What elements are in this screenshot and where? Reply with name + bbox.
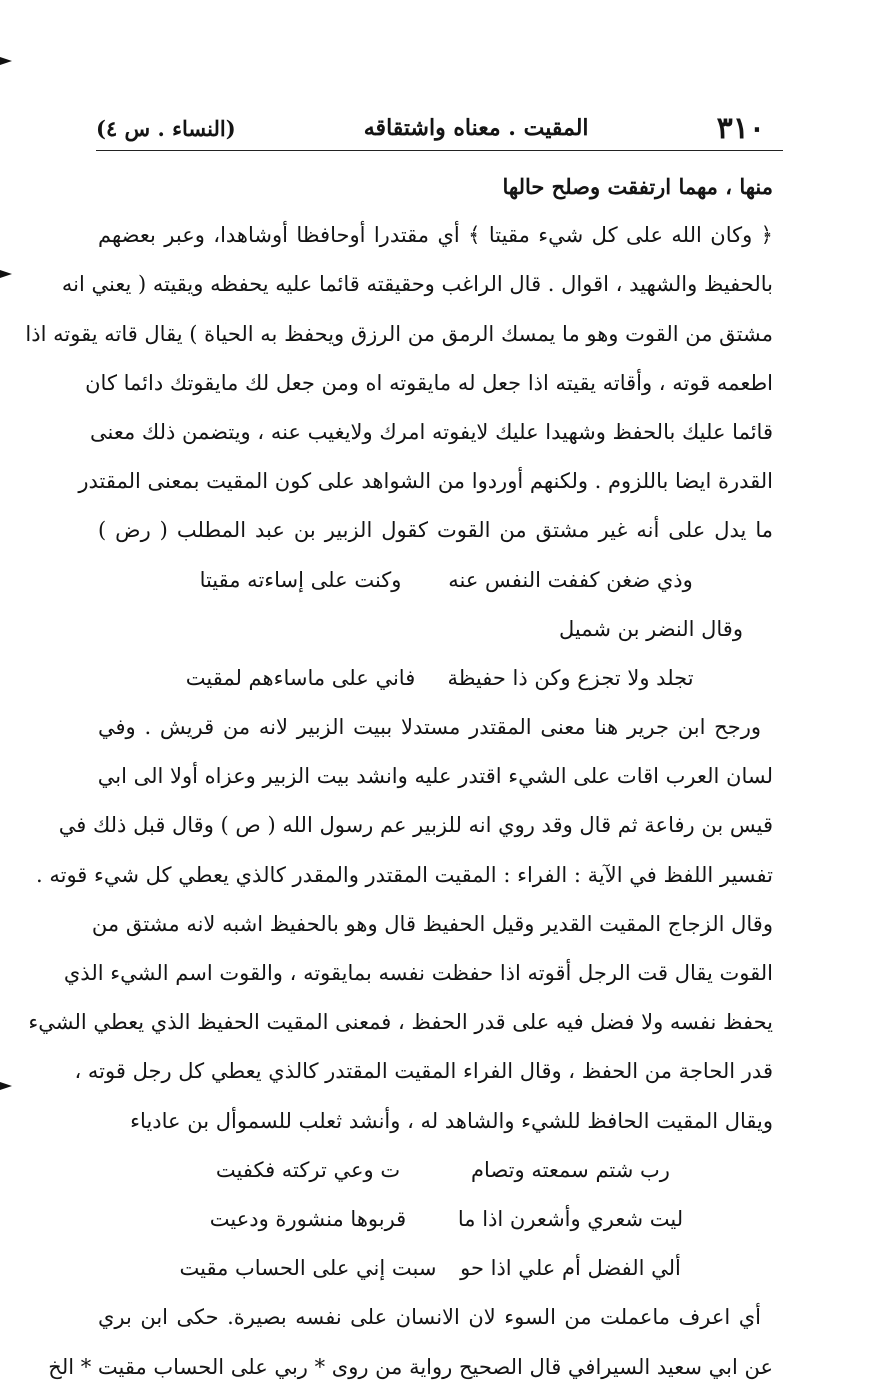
text-line: القوت يقال قت الرجل أقوته اذا حفظت نفسه بمايقوته ، والقوت اسم الشيء الذي	[63, 961, 773, 985]
text-line: القدرة ايضا باللزوم . ولكنهم أوردوا من الشواهد على كون المقيت بمعنى المقتدر	[78, 469, 773, 494]
text-line: وقال الزجاج المقيت القدير وقيل الحفيظ قال وهو بالحفيظ اشبه لانه مشتق من	[91, 911, 773, 936]
page-body	[25, 162, 773, 1392]
running-header	[96, 104, 765, 152]
page-number: ٣١٠	[716, 110, 765, 146]
verse-second-hemistich: ت وعي تركته فكفيت	[215, 1157, 401, 1182]
scan-margin-mark	[0, 1082, 12, 1090]
verse-first-hemistich: ليت شعري وأشعرن اذا ما	[457, 1206, 684, 1231]
running-title: المقيت . معناه واشتقاقه	[363, 115, 589, 141]
poem-verse	[98, 1244, 773, 1293]
text-line: ويقال المقيت الحافظ للشيء والشاهد له ، وأنشد ثعلب للسموأل بن عادياء	[130, 1108, 773, 1133]
text-line: ما يدل على أنه غير مشتق من القوت كقول الزبير بن عبد المطلب ( رض )	[98, 518, 773, 543]
verse-first-hemistich: رب شتم سمعته وتصام	[471, 1157, 670, 1182]
verse-first-hemistich: تجلد ولا تجزع وكن ذا حفيظة	[447, 665, 694, 690]
text-line: لسان العرب اقات على الشيء اقتدر عليه وانشد بيت الزبير وعزاه أولا الى ابي	[97, 764, 773, 789]
text-line: منها ، مهما ارتفقت وصلح حالها	[502, 174, 773, 199]
scan-margin-mark	[0, 57, 12, 65]
poem-verse	[98, 1195, 773, 1244]
text-line: ورجح ابن جرير هنا معنى المقتدر مستدلا ببيت الزبير لانه من قريش . وفي	[98, 715, 761, 740]
text-line: يحفظ نفسه ولا فضل فيه على قدر الحفظ ، فمعنى المقيت الحفيظ الذي يعطي الشيء	[28, 1010, 773, 1035]
verse-couplet	[98, 654, 773, 703]
text-line: تفسير اللفظ في الآية : الفراء : المقيت المقتدر والمقدر كالذي يعطي كل شيء قوته .	[35, 862, 773, 887]
header-rule	[96, 150, 783, 151]
text-line: اطعمه قوته ، وأقاته يقيته اذا جعل له مايقوته اه ومن جعل لك مايقوتك دائما كان	[85, 370, 773, 395]
verse-first-hemistich: ألي الفضل أم علي اذا حو	[460, 1256, 681, 1281]
verse-couplet	[98, 556, 773, 605]
text-line: قدر الحاجة من الحفظ ، وقال الفراء المقيت المقتدر كالذي يعطي كل رجل قوته ،	[74, 1059, 773, 1084]
text-line: بالحفيظ والشهيد ، اقوال . قال الراغب وحقيقته قائما عليه يحفظه ويقيته ( يعني انه	[61, 272, 773, 297]
text-line: وقال النضر بن شميل	[558, 616, 743, 641]
text-line: مشتق من القوت وهو ما يمسك الرمق من الرزق ويحفظ به الحياة ) يقال قاته يقوته اذا	[25, 321, 773, 346]
verse-second-hemistich: سبت إني على الحساب مقيت	[179, 1256, 437, 1281]
verse-second-hemistich: وكنت على إساءته مقيتا	[199, 567, 402, 592]
verse-first-hemistich: وذي ضغن كففت النفس عنه	[448, 567, 693, 592]
text-line: أي اعرف ماعملت من السوء لان الانسان على نفسه بصيرة. حكى ابن بري	[98, 1305, 761, 1330]
text-line: عن ابي سعيد السيرافي قال الصحيح رواية من روى * ربي على الحساب مقيت * الخ	[48, 1354, 773, 1379]
poem-verse	[98, 1146, 773, 1195]
text-line: ﴿ وكان الله على كل شيء مقيتا ﴾ أي مقتدرا أوحافظا أوشاهدا، وعبر بعضهم	[98, 223, 773, 248]
text-line: قائما عليك بالحفظ وشهيدا عليك لايفوته امرك ولايغيب عنه ، ويتضمن ذلك معنى	[90, 419, 773, 444]
verse-second-hemistich: قربوها منشورة ودعيت	[209, 1206, 407, 1231]
chapter-reference: (النساء . س ٤)	[96, 115, 236, 141]
text-line: قيس بن رفاعة ثم قال وقد روي انه للزبير عم رسول الله ( ص ) وقال قبل ذلك في	[58, 813, 773, 838]
scan-margin-mark	[0, 270, 12, 278]
verse-second-hemistich: فاني على ماساءهم لمقيت	[185, 665, 416, 690]
